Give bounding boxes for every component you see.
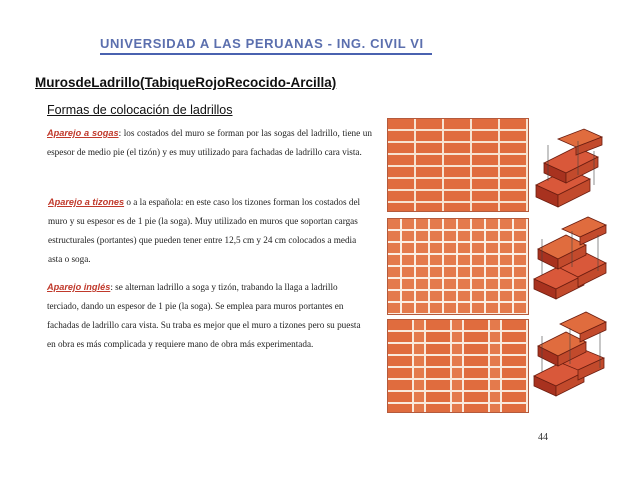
paragraph-aparejo-tizones (48, 193, 370, 269)
brick-3d-ingles-image (528, 310, 610, 402)
section-subtitle: Formas de colocación de ladrillos (47, 103, 233, 117)
page-title: MurosdeLadrillo(TabiqueRojoRecocido-Arcilla) (35, 75, 337, 90)
header-title: UNIVERSIDAD A LAS PERUANAS - ING. CIVIL VI (100, 36, 424, 51)
brick-3d-tizones-image (528, 215, 610, 305)
brick-3d-sogas-image (528, 125, 610, 215)
page-number: 44 (538, 432, 548, 443)
term-aparejo-ingles: Aparejo inglés (47, 282, 111, 292)
text-aparejo-ingles: : se alternan ladrillo a soga y tizón, trabando la llaga a ladrillo terciado, dando un espesor de 1 pie (la soga). Se emplea para muros portantes en fachadas de ladrillo cara vista. Su traba es mejor que el muro a tizones pero su puesta en obra es más complicada y requiere mano de obra más experimentada. (47, 282, 361, 349)
text-aparejo-sogas: : los costados del muro se forman por las sogas del ladrillo, tiene un espesor de medio pie (el tizón) y es muy utilizado para fachadas de ladrillo cara vista. (47, 128, 372, 157)
wall-tizones-image (387, 218, 529, 315)
term-aparejo-tizones: Aparejo a tizones (48, 197, 125, 207)
paragraph-aparejo-sogas (47, 124, 372, 162)
term-aparejo-sogas: Aparejo a sogas (47, 128, 119, 138)
text-aparejo-tizones: o a la española: en este caso los tizones forman los costados del muro y su espesor es de 1 pie (la soga). Muy utilizado en muros que soportan cargas estructurales (portantes) que pueden tener entre 12,5 cm y 24 cm colocados a media asta o soga. (48, 197, 361, 264)
wall-ingles-image (387, 319, 529, 413)
wall-sogas-image (387, 118, 529, 212)
header-divider (100, 53, 432, 55)
paragraph-aparejo-ingles (47, 278, 370, 354)
